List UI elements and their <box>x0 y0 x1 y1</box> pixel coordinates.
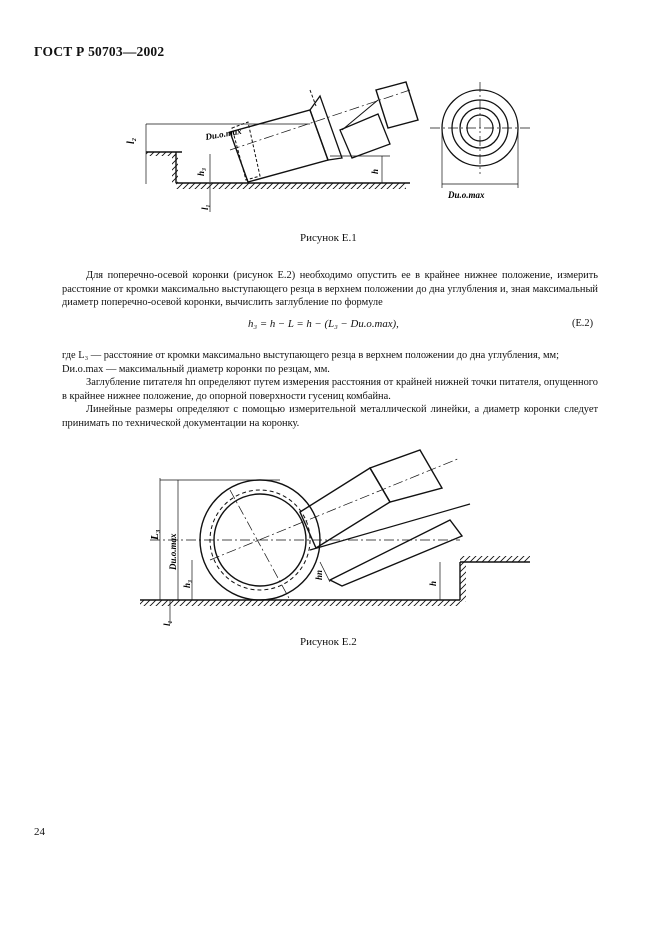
page-number: 24 <box>34 826 45 838</box>
where-line-1: где L₃ — расстояние от кромки максимально выступающего резца в верхнем положении до дна углубления, мм; <box>62 350 560 361</box>
formula-e2: h₃ = h − L = h − (L₃ − Dи.о.max), <box>248 318 399 330</box>
label-h: h <box>370 168 380 174</box>
label-hp: hп <box>314 569 324 580</box>
where-line-2: Dи.о.max — максимальный диаметр коронки по резцам, мм. <box>62 363 330 375</box>
label-h3-2: h₃ <box>182 579 192 588</box>
figure-e2-drawing <box>130 440 550 630</box>
label-h-2: h <box>428 580 438 586</box>
text-block <box>62 269 598 310</box>
label-l1: l₁ <box>200 204 210 210</box>
paragraph-2: Заглубление питателя hп определяют путем измерения расстояния от крайней нижней точки питателя, опущенного в крайнее нижнее положение, до опорной поверхности гусениц комбайна. <box>62 377 598 402</box>
label-h3: h₃ <box>196 167 206 176</box>
figure-e1-drawing <box>110 70 550 220</box>
figure-e1-caption: Рисунок Е.1 <box>300 232 357 244</box>
label-d-right: Dи.о.max <box>448 190 485 200</box>
label-d-max-2: Dи.о.max <box>168 533 178 570</box>
label-l3: L₃ <box>149 529 161 540</box>
where-block <box>62 349 598 431</box>
figure-e2-caption: Рисунок Е.2 <box>300 636 357 648</box>
label-d-max: Dи.о.max <box>204 125 243 142</box>
label-l1-2: l₁ <box>162 620 172 626</box>
label-l2: l₂ <box>126 137 137 144</box>
paragraph-3: Линейные размеры определяют с помощью измерительной металлической линейки, а диаметр коронки следует принимать по технической документации на коронку. <box>62 404 598 429</box>
paragraph-1: Для поперечно-осевой коронки (рисунок Е.2) необходимо опустить ее в крайнее нижнее положение, измерить расстояние от кромки максимально выступающего резца в верхнем положении до дна углубления и, зная максимальный диаметр поперечно-осевой коронки, вычислить заглубление по формуле <box>62 270 598 309</box>
formula-number: (Е.2) <box>572 318 594 329</box>
document-header: ГОСТ Р 50703—2002 <box>34 44 165 59</box>
